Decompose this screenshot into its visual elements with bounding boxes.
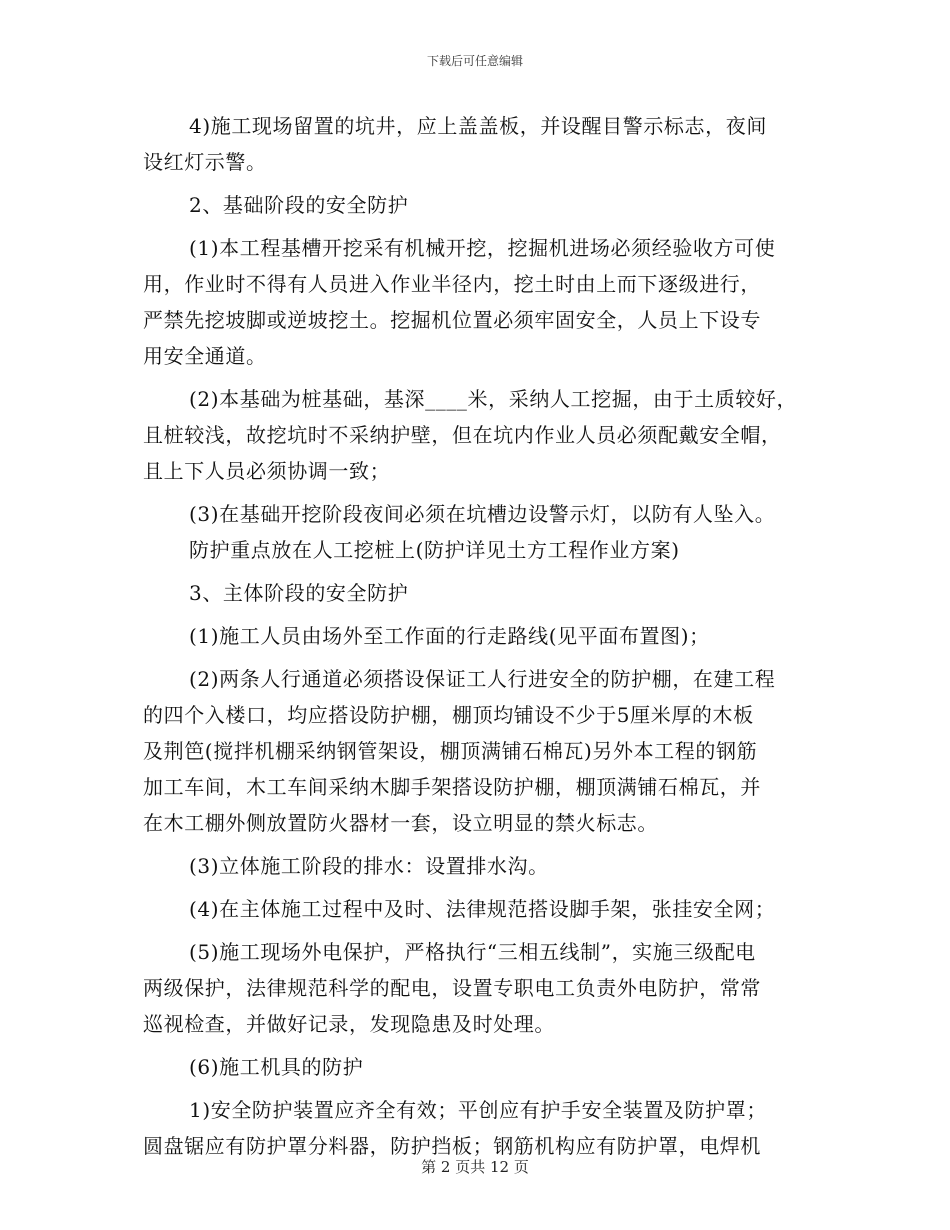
text-line: (3)在基础开挖阶段夜间必须在坑槽边设警示灯，以防有人坠入。: [189, 502, 776, 526]
text-line: 3、主体阶段的安全防护: [189, 581, 409, 605]
document-body: [143, 108, 815, 1164]
text-line: 2、基础阶段的安全防护: [189, 193, 409, 217]
page-header: 下载后可任意编辑: [426, 54, 523, 68]
page-footer: 第 2 页共 12 页: [421, 1158, 529, 1176]
line-gap: [143, 1042, 815, 1049]
text-line: 防护重点放在人工挖桩上(防护详见土方工程作业方案): [189, 538, 680, 562]
text-line: 用，作业时不得有人员进入作业半径内，挖土时由上而下逐级进行，: [143, 272, 761, 296]
line-gap: [143, 180, 815, 187]
line-gap: [143, 927, 815, 934]
text-line: 1)安全防护装置应齐全有效；平创应有护手安全装置及防护罩；: [189, 1098, 767, 1122]
text-line: 且上下人员必须协调一致；: [143, 459, 391, 483]
line-gap: [143, 568, 815, 575]
text-line: 两级保护，法律规范科学的配电，设置专职电工负责外电防护，常常: [143, 976, 761, 1000]
text-line: 用安全通道。: [143, 344, 267, 368]
text-line: 在木工棚外侧放置防火器材一套，设立明显的禁火标志。: [143, 811, 658, 835]
line-gap: [143, 841, 815, 848]
text-line: (2)本基础为桩基础，基深____米，采纳人工挖掘，由于土质较好，: [189, 387, 798, 411]
line-gap: [143, 654, 815, 661]
text-line: (4)在主体施工过程中及时、法律规范搭设脚手架，张挂安全网；: [189, 897, 776, 921]
text-line: 4)施工现场留置的坑井，应上盖盖板，并设醒目警示标志，夜间: [189, 114, 767, 138]
text-line: 且桩较浅，故挖坑时不采纳护壁，但在坑内作业人员必须配戴安全帽，: [143, 423, 782, 447]
line-gap: [143, 611, 815, 618]
line-gap: [143, 223, 815, 230]
text-line: 圆盘锯应有防护罩分料器，防护挡板；钢筋机构应有防护罩，电焊机: [143, 1134, 761, 1158]
text-line: 的四个入楼口，均应搭设防护棚，棚顶均铺设不少于5厘米厚的木板: [143, 703, 754, 727]
text-line: 设红灯示警。: [143, 150, 267, 174]
line-gap: [143, 884, 815, 891]
line-gap: [143, 489, 815, 496]
text-line: 加工车间，木工车间采纳木脚手架搭设防护棚，棚顶满铺石棉瓦，并: [143, 775, 761, 799]
text-line: (2)两条人行通道必须搭设保证工人行进安全的防护棚，在建工程: [189, 667, 776, 691]
text-line: (3)立体施工阶段的排水：设置排水沟。: [189, 854, 549, 878]
line-gap: [143, 1085, 815, 1092]
text-line: (5)施工现场外电保护，严格执行“三相五线制”，实施三级配电: [189, 940, 756, 964]
text-line: 巡视检查，并做好记录，发现隐患及时处理。: [143, 1012, 555, 1036]
text-line: (6)施工机具的防护: [189, 1055, 364, 1079]
text-line: 严禁先挖坡脚或逆坡挖土。挖掘机位置必须牢固安全，人员上下设专: [143, 308, 761, 332]
text-line: 及荆笆(搅拌机棚采纳钢管架设，棚顶满铺石棉瓦)另外本工程的钢筋: [143, 739, 758, 763]
line-gap: [143, 374, 815, 381]
text-line: (1)本工程基槽开挖采有机械开挖，挖掘机进场必须经验收方可使: [189, 236, 776, 260]
text-line: (1)施工人员由场外至工作面的行走路线(见平面布置图)；: [189, 624, 710, 648]
